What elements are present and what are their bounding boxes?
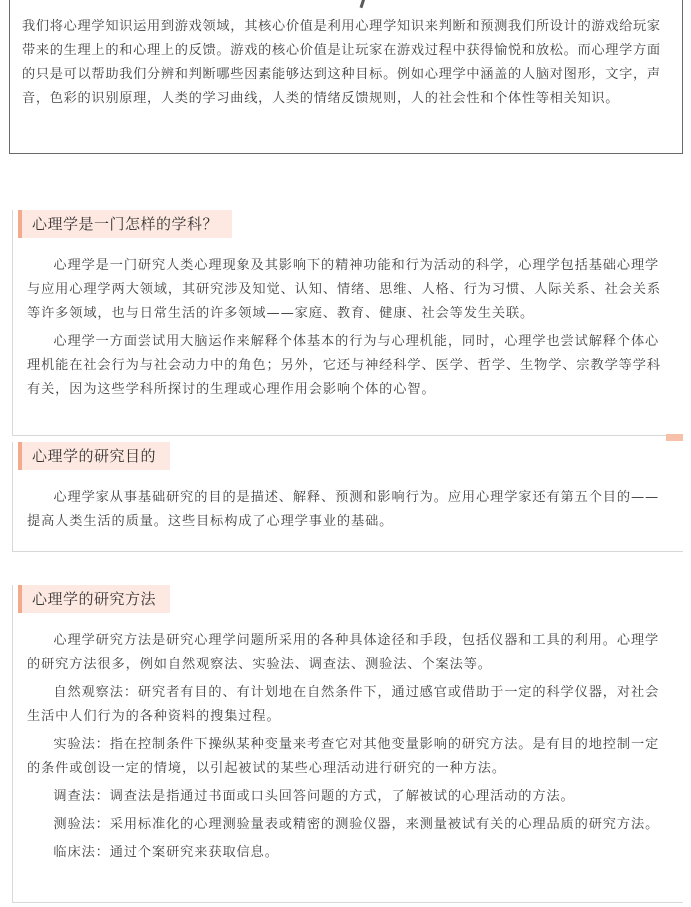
method-name: 测验法： <box>53 817 110 832</box>
method-item <box>27 841 671 865</box>
method-item <box>27 785 671 809</box>
section-body <box>27 629 671 865</box>
method-item <box>27 681 671 729</box>
section-title: 心理学的研究方法 <box>18 585 170 613</box>
methods-intro: 心理学研究方法是研究心理学问题所采用的各种具体途径和手段，包括仪器和工具的利用。心理学的研究方法很多，例如自然观察法、实验法、调查法、测验法、个案法等。 <box>27 633 660 672</box>
method-desc: 采用标准化的心理测验量表或精密的测验仪器，来测量被试有关的心理品质的研究方法。 <box>109 817 660 832</box>
paragraph: 心理学是一门研究人类心理现象及其影响下的精神功能和行为活动的科学，心理学包括基础心理学与应用心理学两大领域，其研究涉及知觉、认知、情绪、思维、人格、行为习惯、人际关系、社会关系等许多领域，也与日常生活的许多领域——家庭、教育、健康、社会等发生关联。 <box>27 258 661 321</box>
section-title: 心理学是一门怎样的学科？ <box>18 210 232 238</box>
paragraph: 心理学一方面尝试用大脑运作来解释个体基本的行为与心理机能，同时，心理学也尝试解释个体心理机能在社会行为与社会动力中的角色；另外，它还与神经科学、医学、哲学、生物学、宗教学等学科有关，因为这些学科所探讨的生理或心理作用会影响个体的心智。 <box>27 334 661 397</box>
section-methods <box>12 585 683 903</box>
intro-text: 我们将心理学知识运用到游戏领域，其核心价值是利用心理学知识来判断和预测我们所设计的游戏给玩家带来的生理上的和心理上的反馈。游戏的核心价值是让玩家在游戏过程中获得愉悦和放松。而心理学方面的只是可以帮助我们分辨和判断哪些因素能够达到这种目标。例如心理学中涵盖的人脑对图形，文字，声音，色彩的识别原理，人类的学习曲线，人类的情绪反馈规则，人的社会性和个体性等相关知识。 <box>22 19 661 106</box>
method-desc: 通过个案研究来获取信息。 <box>109 845 279 860</box>
method-item <box>27 813 671 837</box>
section-body <box>27 486 671 534</box>
paragraph: 心理学家从事基础研究的目的是描述、解释、预测和影响行为。应用心理学家还有第五个目的——提高人类生活的质量。这些目标构成了心理学事业的基础。 <box>27 490 660 529</box>
decorative-tick <box>360 0 366 8</box>
corner-accent <box>666 434 683 441</box>
method-name: 实验法： <box>53 737 110 752</box>
method-desc: 研究者有目的、有计划地在自然条件下，通过感官或借助于一定的科学仪器，对社会生活中人们行为的各种资料的搜集过程。 <box>27 685 660 724</box>
method-name: 自然观察法： <box>53 685 138 700</box>
method-desc: 指在控制条件下操纵某种变量来考查它对其他变量影响的研究方法。是有目的地控制一定的条件或创设一定的情境，以引起被试的某些心理活动进行研究的一种方法。 <box>27 737 660 776</box>
section-title: 心理学的研究目的 <box>18 442 170 470</box>
section-purpose <box>12 442 683 552</box>
method-name: 调查法： <box>53 789 110 804</box>
method-desc: 调查法是指通过书面或口头回答问题的方式，了解被试的心理活动的方法。 <box>109 789 575 804</box>
method-name: 临床法： <box>53 845 110 860</box>
section-body <box>27 254 671 402</box>
method-item <box>27 733 671 781</box>
section-discipline <box>12 210 683 436</box>
intro-box <box>9 0 683 154</box>
